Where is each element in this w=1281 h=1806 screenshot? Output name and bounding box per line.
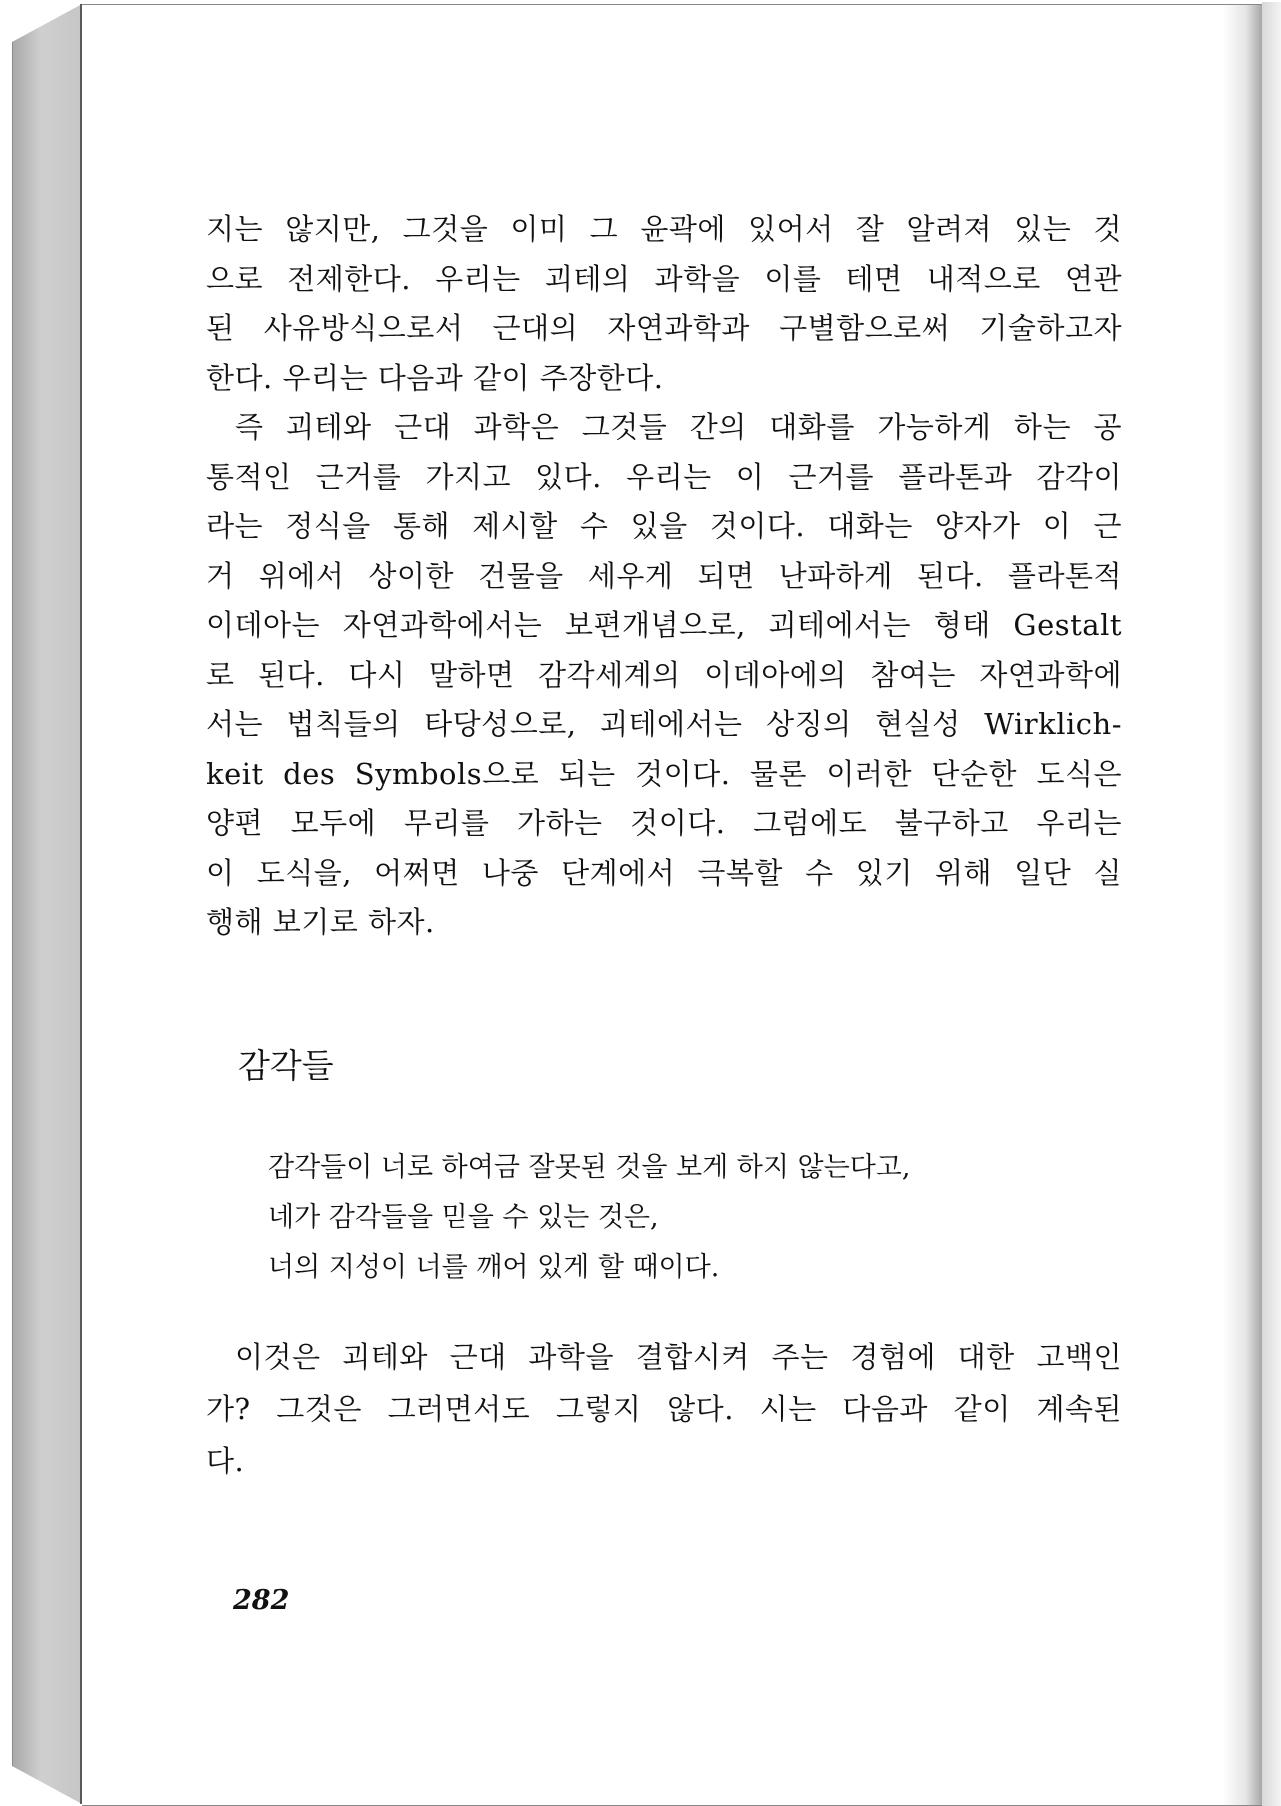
body-text-top xyxy=(206,205,1122,948)
text-line: 한다. 우리는 다음과 같이 주장한다. xyxy=(206,360,664,395)
text-line: 으로 전제한다. 우리는 괴테의 과학을 이를 테면 내적으로 연관 xyxy=(206,261,1122,296)
text-line: 서는 법칙들의 타당성으로, 괴테에서는 상징의 현실성 Wirklich- xyxy=(206,707,1122,741)
poem-line: 감각들이 너로 하여금 잘못된 것을 보게 하지 않는다고, xyxy=(268,1152,911,1183)
page-right-edge xyxy=(1262,2,1281,1806)
section-title: 감각들 xyxy=(238,1046,334,1085)
body-text-bottom xyxy=(206,1331,1122,1487)
text-line: 로 된다. 다시 말하면 감각세계의 이데아에의 참여는 자연과학에 xyxy=(206,657,1122,692)
text-line: 행해 보기로 하자. xyxy=(206,905,435,939)
text-line: 다. xyxy=(206,1444,245,1478)
text-line: 이것은 괴테와 근대 과학을 결합시켜 주는 경험에 대한 고백인 xyxy=(235,1340,1122,1374)
text-line: 양편 모두에 무리를 가하는 것이다. 그럼에도 불구하고 우리는 xyxy=(206,806,1122,840)
page-number: 282 xyxy=(233,1585,290,1616)
text-line: 가? 그것은 그러면서도 그렇지 않다. 시는 다음과 같이 계속된 xyxy=(206,1392,1122,1426)
poem-quote xyxy=(268,1143,910,1293)
text-line: 라는 정식을 통해 제시할 수 있을 것이다. 대화는 양자가 이 근 xyxy=(206,509,1122,543)
text-line: 즉 괴테와 근대 과학은 그것들 간의 대화를 가능하게 하는 공 xyxy=(235,410,1122,444)
book-spine xyxy=(12,4,83,1804)
text-line: 거 위에서 상이한 건물을 세우게 되면 난파하게 된다. 플라톤적 xyxy=(206,558,1122,593)
text-line: 이 도식을, 어쩌면 나중 단계에서 극복할 수 있기 위해 일단 실 xyxy=(206,855,1122,890)
text-line: 이데아는 자연과학에서는 보편개념으로, 괴테에서는 형태 Gestalt xyxy=(206,608,1122,642)
poem-line: 너의 지성이 너를 깨어 있게 할 때이다. xyxy=(268,1252,720,1283)
page-shadow xyxy=(1222,5,1262,1805)
text-line: 통적인 근거를 가지고 있다. 우리는 이 근거를 플라톤과 감각이 xyxy=(206,459,1122,494)
text-line: keit des Symbols으로 되는 것이다. 물론 이러한 단순한 도식은 xyxy=(206,756,1122,791)
text-line: 지는 않지만, 그것을 이미 그 윤곽에 있어서 잘 알려져 있는 것 xyxy=(206,212,1122,246)
poem-line: 네가 감각들을 믿을 수 있는 것은, xyxy=(268,1202,659,1233)
text-line: 된 사유방식으로서 근대의 자연과학과 구별함으로써 기술하고자 xyxy=(206,311,1122,345)
